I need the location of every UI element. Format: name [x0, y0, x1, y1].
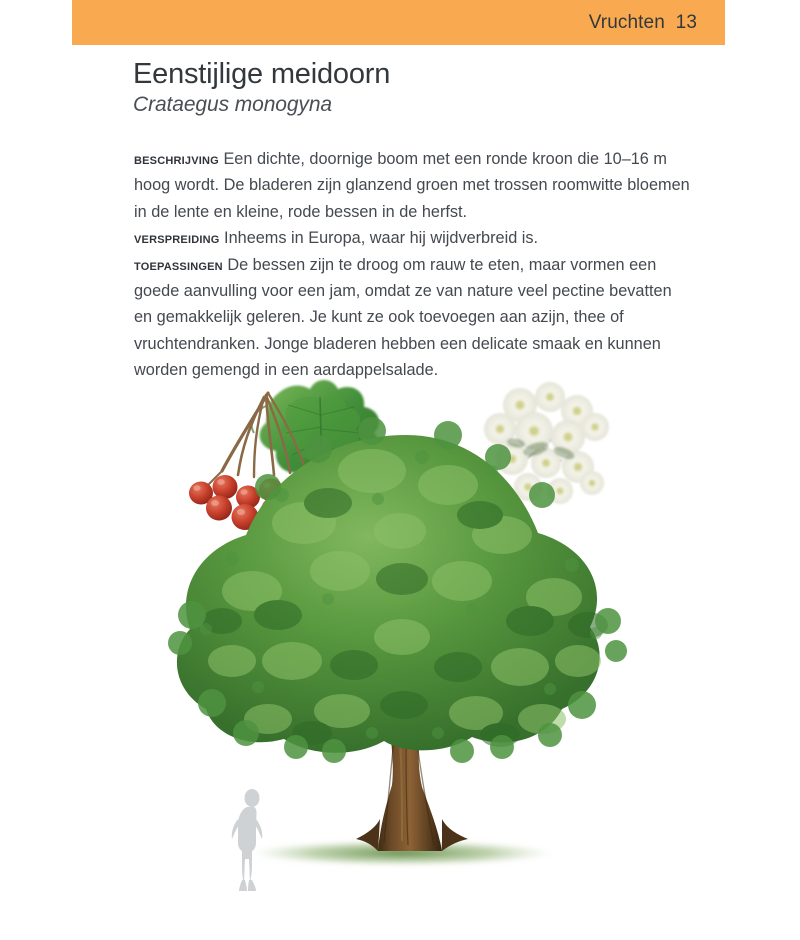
human-silhouette-for-scale: [232, 789, 263, 891]
section-text-beschrijving: Een dichte, doornige boom met een ronde kroon die 10–16 m hoog wordt. De bladeren zijn glanzend groen met trossen roomwitte bloemen in de lente en kleine, rode bessen in de herfst.: [134, 150, 690, 221]
header-section-name: Vruchten: [588, 11, 665, 33]
botanical-illustration: [72, 375, 725, 895]
section-text-verspreiding: Inheems in Europa, waar hij wijdverbreid is.: [219, 229, 539, 248]
section-text-toepassingen: De bessen zijn te droog om rauw te eten, maar vormen een goede aanvulling voor een jam, omdat ze van nature veel pectine bevatten en gemakkelijk geleren. Je kunt ze ook toevoegen aan azijn, thee of vruchtendranken. Jonge bladeren hebben een delicate smaak en kunnen worden gemengd in een aardappelsalade.: [134, 255, 672, 380]
species-latin-name: Crataegus monogyna: [133, 93, 332, 117]
header-section-label: [589, 12, 725, 34]
section-label-verspreiding: verspreiding: [134, 229, 220, 248]
body-text: [134, 146, 690, 384]
section-toepassingen: [134, 252, 690, 384]
page-title: Eenstijlige meidoorn: [133, 58, 391, 90]
title-block: [133, 58, 693, 118]
section-label-beschrijving: beschrijving: [134, 150, 219, 168]
section-label-toepassingen: toepassingen: [134, 255, 223, 274]
section-verspreiding: [134, 225, 690, 251]
illustration-plate: [72, 375, 725, 895]
page-header-bar: [72, 0, 725, 45]
header-page-number: 13: [675, 11, 697, 33]
section-beschrijving: [134, 146, 690, 225]
